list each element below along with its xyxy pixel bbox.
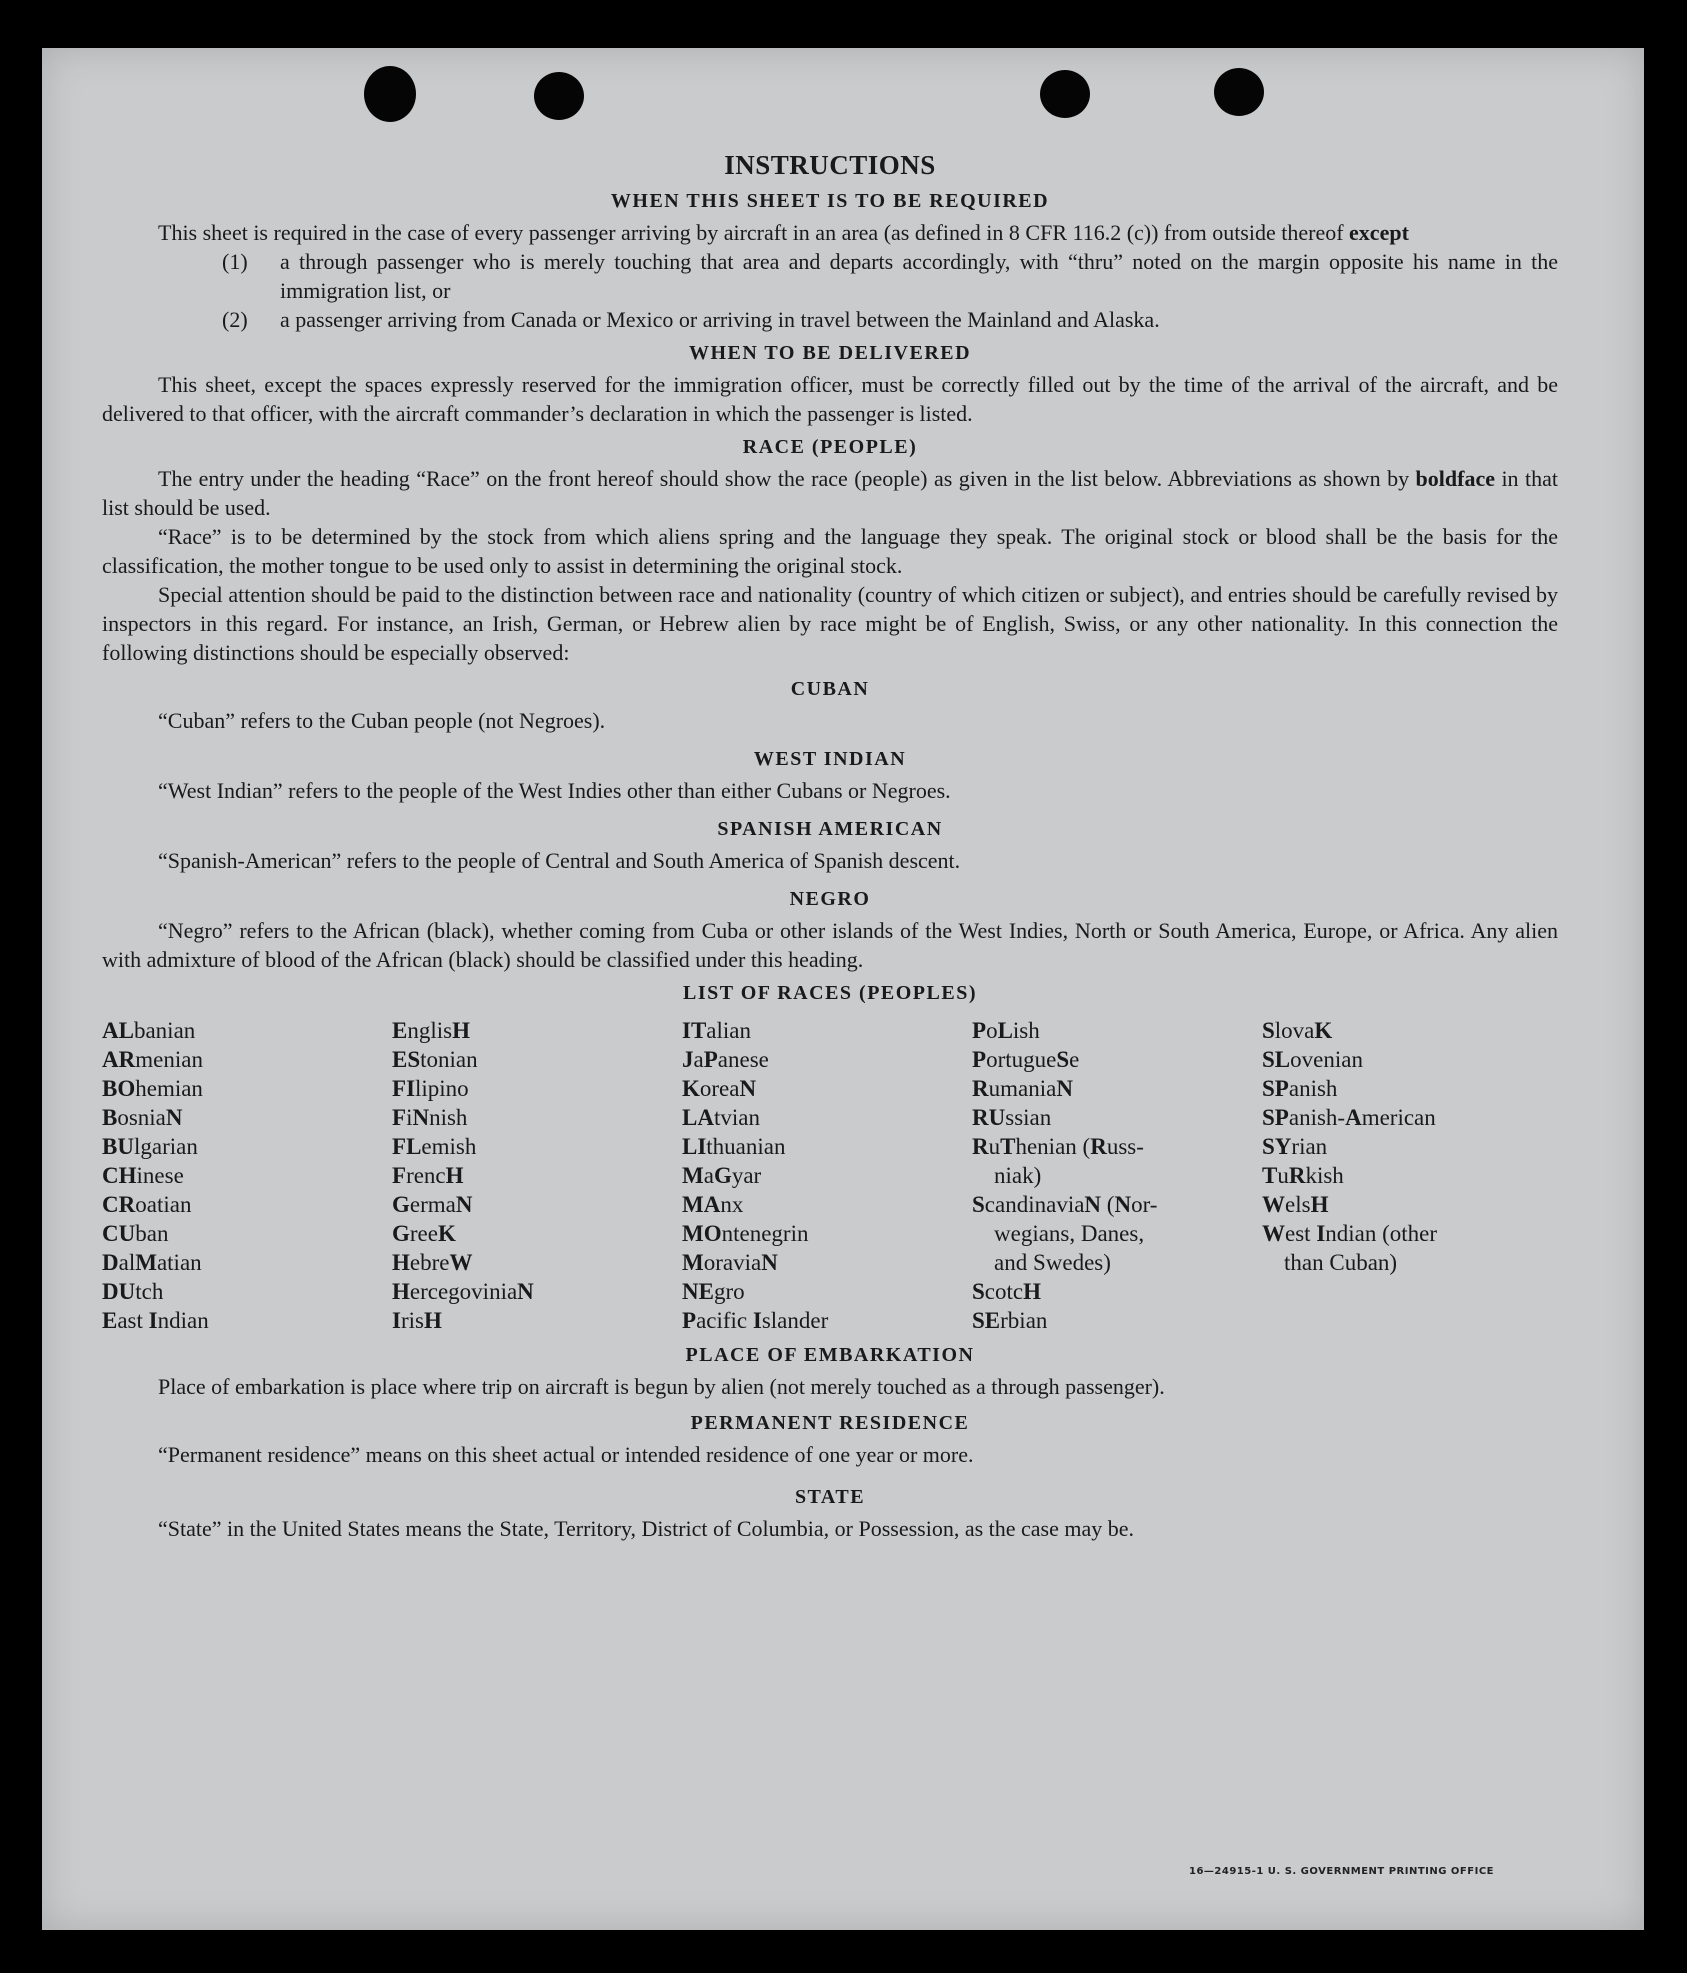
race-entry: DalMatian: [102, 1250, 202, 1275]
race-entry: ScandinaviaN (Nor-: [972, 1192, 1158, 1217]
document-sheet: [42, 48, 1644, 1930]
section-heading-delivered: WHEN TO BE DELIVERED: [688, 342, 972, 364]
race-entry: BUlgarian: [102, 1134, 198, 1159]
race-entry: ITalian: [682, 1018, 751, 1043]
exception-number: (2): [222, 307, 248, 332]
punch-hole: [364, 66, 416, 122]
exception-text: a through passenger who is merely touching that area and departs accordingly, with “thru” noted on the margin opposite his name in the immigration list, or: [280, 249, 1558, 303]
race-entry: East Indian: [102, 1308, 209, 1333]
races-column-4: [972, 1016, 1262, 1335]
race-entry-continued: wegians, Danes,: [994, 1221, 1145, 1246]
race-entry: FiNnish: [392, 1105, 468, 1130]
spanish-american-text: “Spanish-American” refers to the people of Central and South America of Spanish descent.: [158, 848, 961, 873]
race-entry: MaGyar: [682, 1163, 762, 1188]
delivered-text: This sheet, except the spaces expressly reserved for the immigration officer, must be correctly filled out by the time of the arrival of the aircraft, and be delivered to that officer, with the aircraft commander’s declaration in which the passenger is listed.: [102, 372, 1558, 426]
section-heading-residence: PERMANENT RESIDENCE: [690, 1412, 970, 1434]
section-heading-embarkation: PLACE OF EMBARKATION: [685, 1344, 975, 1366]
section-heading-state: STATE: [794, 1486, 866, 1508]
race-entry: SLovenian: [1262, 1047, 1363, 1072]
race-entry: MoraviaN: [682, 1250, 778, 1275]
races-column-5: [1262, 1016, 1512, 1335]
race-entry: KoreaN: [682, 1076, 757, 1101]
cuban-text: “Cuban” refers to the Cuban people (not Negroes).: [158, 708, 606, 733]
race-entry: Pacific Islander: [682, 1308, 829, 1333]
race-entry: LIthuanian: [682, 1134, 786, 1159]
race-entry: GermaN: [392, 1192, 473, 1217]
exception-text: a passenger arriving from Canada or Mexico or arriving in travel between the Mainland and Alaska.: [280, 307, 1160, 332]
race-entry: PortugueSe: [972, 1047, 1080, 1072]
race-entry: BosniaN: [102, 1105, 183, 1130]
race-entry: DUtch: [102, 1279, 164, 1304]
punch-hole: [534, 72, 584, 120]
race-entry-continued: niak): [994, 1163, 1042, 1188]
races-list: [102, 1016, 1558, 1335]
exception-number: (1): [222, 249, 248, 274]
page-title: INSTRUCTIONS: [724, 150, 936, 180]
section-heading-required: WHEN THIS SHEET IS TO BE REQUIRED: [610, 190, 1050, 212]
race-entry: IrisH: [392, 1308, 442, 1333]
section-heading-spanish-american: SPANISH AMERICAN: [717, 818, 943, 840]
races-column-2: [392, 1016, 682, 1335]
race-entry: SPanish-American: [1262, 1105, 1436, 1130]
race-entry: MAnx: [682, 1192, 744, 1217]
race-paragraph-2: “Race” is to be determined by the stock from which aliens spring and the language they speak. The original stock or blood shall be the basis for the classification, the mother tongue to be used only to assist in determining the original stock.: [102, 524, 1558, 578]
race-entry: SErbian: [972, 1308, 1048, 1333]
race-entry: HebreW: [392, 1250, 473, 1275]
embarkation-text: Place of embarkation is place where trip on aircraft is begun by alien (not merely touched as a through passenger).: [158, 1374, 1165, 1399]
races-column-1: [102, 1016, 392, 1335]
race-entry: JaPanese: [682, 1047, 769, 1072]
state-text: “State” in the United States means the State, Territory, District of Columbia, or Possession, as the case may be.: [158, 1516, 1135, 1541]
section-heading-west-indian: WEST INDIAN: [753, 748, 907, 770]
printing-office-code: 16—24915-1 U. S. GOVERNMENT PRINTING OFFICE: [1189, 1866, 1494, 1877]
race-paragraph-3: Special attention should be paid to the distinction between race and nationality (country of which citizen or subject), and entries should be carefully revised by inspectors in this regard. For instance, an Irish, German, or Hebrew alien by race might be of English, Swiss, or any other nationality. In this connection the following distinctions should be especially observed:: [102, 582, 1558, 665]
instructions-content: [102, 148, 1558, 1543]
race-entry: CRoatian: [102, 1192, 192, 1217]
race-entry: ScotcH: [972, 1279, 1041, 1304]
race-entry: EnglisH: [392, 1018, 470, 1043]
residence-text: “Permanent residence” means on this sheet actual or intended residence of one year or more.: [158, 1442, 974, 1467]
race-entry: PoLish: [972, 1018, 1040, 1043]
race-entry: FrencH: [392, 1163, 464, 1188]
race-entry: RumaniaN: [972, 1076, 1073, 1101]
negro-text: “Negro” refers to the African (black), whether coming from Cuba or other islands of the West Indies, North or South America, Europe, or Africa. Any alien with admixture of blood of the African (black) should be classified under this heading.: [102, 918, 1558, 972]
race-entry: ARmenian: [102, 1047, 203, 1072]
race-entry: FLemish: [392, 1134, 477, 1159]
section-heading-negro: NEGRO: [789, 888, 871, 910]
exception-item: [102, 247, 1558, 305]
race-entry: SlovaK: [1262, 1018, 1333, 1043]
race-entry: LAtvian: [682, 1105, 760, 1130]
races-column-3: [682, 1016, 972, 1335]
race-entry-continued: than Cuban): [1284, 1250, 1398, 1275]
race-entry: EStonian: [392, 1047, 478, 1072]
race-entry: SPanish: [1262, 1076, 1338, 1101]
section-heading-races-list: LIST OF RACES (PEOPLES): [682, 982, 977, 1004]
exception-item: [102, 305, 1558, 334]
race-entry: TuRkish: [1262, 1163, 1344, 1188]
race-entry: GreeK: [392, 1221, 456, 1246]
race-entry: CHinese: [102, 1163, 184, 1188]
race-entry: FIlipino: [392, 1076, 469, 1101]
race-entry: West Indian (other: [1262, 1221, 1438, 1246]
race-entry: SYrian: [1262, 1134, 1328, 1159]
section-heading-cuban: CUBAN: [790, 678, 870, 700]
race-entry: RUssian: [972, 1105, 1052, 1130]
race-entry: BOhemian: [102, 1076, 203, 1101]
west-indian-text: “West Indian” refers to the people of the West Indies other than either Cubans or Negroes.: [158, 778, 951, 803]
punch-hole: [1214, 68, 1264, 116]
race-entry-continued: and Swedes): [994, 1250, 1111, 1275]
race-paragraph-1: The entry under the heading “Race” on the front hereof should show the race (people) as given in the list below. Abbreviations as shown by boldface in that list should be used.: [102, 466, 1558, 520]
race-entry: RuThenian (Russ-: [972, 1134, 1144, 1159]
race-entry: MOntenegrin: [682, 1221, 809, 1246]
race-entry: WelsH: [1262, 1192, 1329, 1217]
section-heading-race: RACE (PEOPLE): [742, 436, 918, 458]
required-intro: This sheet is required in the case of every passenger arriving by aircraft in an area (as defined in 8 CFR 116.2 (c)) from outside thereof except: [158, 220, 1409, 245]
race-entry: NEgro: [682, 1279, 745, 1304]
punch-hole: [1040, 70, 1090, 118]
race-entry: CUban: [102, 1221, 169, 1246]
race-entry: HercegoviniaN: [392, 1279, 534, 1304]
race-entry: ALbanian: [102, 1018, 196, 1043]
